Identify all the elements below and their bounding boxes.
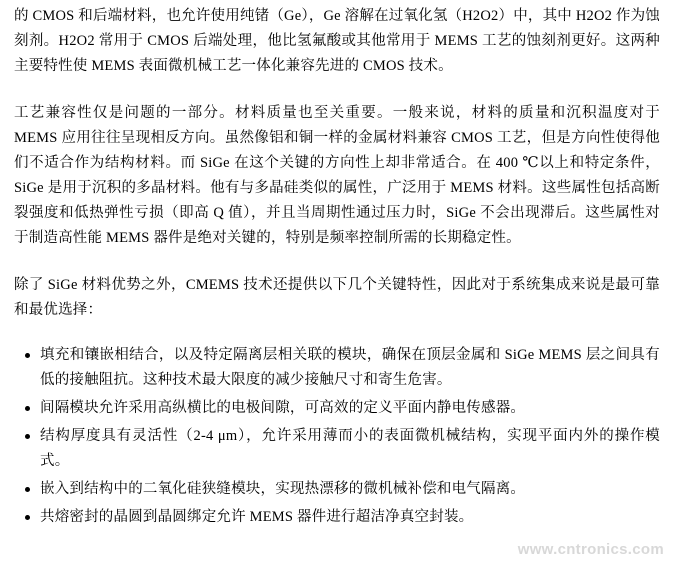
list-item: 共熔密封的晶圆到晶圆绑定允许 MEMS 器件进行超洁净真空封装。: [14, 505, 660, 530]
list-item: 间隔模块允许采用高纵横比的电极间隙，可高效的定义平面内静电传感器。: [14, 396, 660, 421]
paragraph-3: 除了 SiGe 材料优势之外，CMEMS 技术还提供以下几个关键特性，因此对于系统集成来说是最可靠和最优选择：: [14, 277, 660, 318]
list-item: 嵌入到结构中的二氧化硅狭缝模块，实现热漂移的微机械补偿和电气隔离。: [14, 477, 660, 502]
paragraph-2: 工艺兼容性仅是问题的一部分。材料质量也至关重要。一般来说，材料的质量和沉积温度对于 MEMS 应用往往呈现相反方向。虽然像铝和铜一样的金属材料兼容 CMOS 工艺，但是方向性使得他们不适合作为结构材料。而 SiGe 在这个关键的方向性上却非常适合。在 400 ℃以上和特定条件，SiGe 是用于沉积的多晶材料。他有与多晶硅类似的属性，广泛用于 MEMS 材料。这些属性包括高断裂强度和低热弹性亏损（即高 Q 值），并且当周期性通过压力时，SiGe 不会出现滞后。这些属性对于制造高性能 MEMS 器件是绝对关键的，特别是频率控制所需的长期稳定性。: [14, 105, 660, 246]
list-item: 结构厚度具有灵活性（2-4 μm），允许采用薄而小的表面微机械结构，实现平面内外的操作模式。: [14, 424, 660, 474]
list-item: 填充和镶嵌相结合，以及特定隔离层相关联的模块，确保在顶层金属和 SiGe MEMS 层之间具有低的接触阻抗。这种技术最大限度的减少接触尺寸和寄生危害。: [14, 343, 660, 393]
paragraph-1: 的 CMOS 和后端材料，也允许使用纯锗（Ge），Ge 溶解在过氧化氢（H2O2）中，其中 H2O2 作为蚀刻剂。H2O2 常用于 CMOS 后端处理，他比氢氟酸或其他常用于 MEMS 工艺的蚀刻剂更好。这两种主要特性使 MEMS 表面微机械工艺一体化兼容先进的 CMOS 技术。: [14, 8, 660, 74]
watermark: www.cntronics.com: [517, 541, 664, 558]
feature-list: [14, 343, 660, 530]
